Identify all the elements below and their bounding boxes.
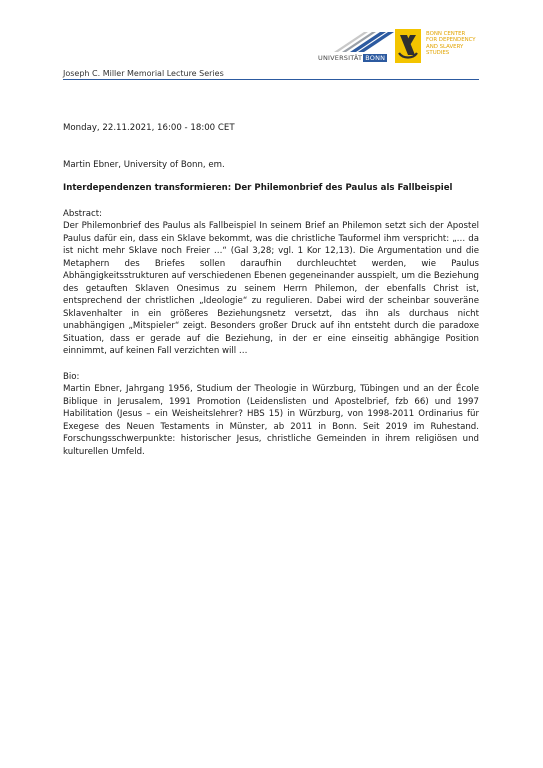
- center-line: FOR DEPENDENCY: [426, 37, 476, 44]
- center-line: AND SLAVERY: [426, 43, 464, 50]
- abstract-text: Der Philemonbrief des Paulus als Fallbeispiel In seinem Brief an Philemon setzt sich der Apostel Paulus dafür ein, dass ein Sklave bekommt, was die christliche Tauformel ihm verspricht: „… da ist nicht mehr Sklave noch Freier …“ (Gal 3,28; vgl. 1 Kor 12,13). Die Argumentation und die Metaphern des Briefes sollen daraufhin durchleuchtet werden, wie Paulus Abhängigkeitsstrukturen auf verschiedenen Ebenen gegeneinander ausspielt, um die Beziehung des getauften Sklaven Onesimus zu seinem Herrn Philemon, der ebenfalls Christ ist, entsprechend der christlichen „Ideologie“ zu regulieren. Dabei wird der scheinbar souveräne Sklavenhalter in ein größeres Beziehungsnetz versetzt, das ihn als durchaus nicht unabhängigen „Mitspieler“ zeigt. Besonders großer Druck auf ihn entsteht durch die paradoxe Situation, dass er gerade auf die Beziehung, in der er eine einseitig abhängige Position einnimmt, auf keinen Fall verzichten will …: [63, 221, 479, 356]
- center-line: BONN CENTER: [426, 31, 466, 37]
- abstract-label: Abstract:: [63, 208, 102, 219]
- center-line: STUDIES: [426, 50, 450, 57]
- header-logo: [314, 24, 504, 74]
- university-logo-bars: [314, 24, 402, 74]
- document-body: [63, 122, 479, 458]
- event-datetime: Monday, 22.11.2021, 16:00 - 18:00 CET: [63, 123, 235, 133]
- lecture-series-title: Joseph C. Miller Memorial Lecture Series: [63, 69, 224, 78]
- speaker: Martin Ebner, University of Bonn, em.: [63, 159, 225, 170]
- center-logo-icon: [395, 29, 421, 63]
- header-divider: [63, 79, 479, 80]
- lecture-title: Interdependenzen transformieren: Der Philemonbrief des Paulus als Fallbeispiel: [63, 183, 453, 193]
- center-wordmark: [426, 31, 476, 57]
- bio-text: Martin Ebner, Jahrgang 1956, Studium der Theologie in Würzburg, Tübingen und an der École Biblique in Jerusalem, 1991 Promotion (Leidenslisten und Apostelbrief, fzb 66) und 1997 Habilitation (Jesus – ein Weisheitslehrer? HBS 15) in Würzburg, von 1998-2011 Ordinarius für Exegese des Neuen Testaments in Münster, ab 2011 in Bonn. Seit 2019 im Ruhestand. Forschungsschwerpunkte: historischer Jesus, christliche Gemeinden in ihrem religiösen und kulturellen Umfeld.: [63, 384, 479, 457]
- university-wordmark: [318, 54, 387, 62]
- bio-label: Bio:: [63, 371, 80, 382]
- university-name: UNIVERSITÄT: [318, 54, 363, 62]
- university-city: BONN: [365, 54, 386, 62]
